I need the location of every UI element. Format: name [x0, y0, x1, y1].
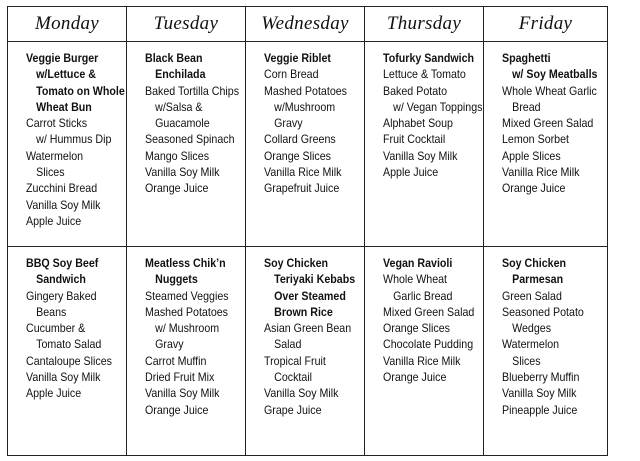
menu-item-line: Vanilla Soy Milk — [383, 149, 458, 163]
menu-entree-line: Teriyaki Kebabs — [274, 273, 356, 287]
menu-item-line: Gingery Baked — [26, 289, 97, 303]
menu-item-line: Grapefruit Juice — [264, 182, 340, 196]
menu-item-line: Tomato Salad — [36, 338, 102, 352]
menu-item-line: Apple Juice — [383, 166, 439, 180]
menu-item-line: Pineapple Juice — [502, 403, 578, 417]
menu-item-line: Asian Green Bean — [264, 322, 352, 336]
menu-item-line: w/Salsa & — [155, 100, 203, 114]
menu-entree-line: Veggie Burger — [26, 52, 99, 65]
menu-cell-week1-friday — [484, 42, 608, 247]
menu-cell-week2-wednesday — [246, 247, 365, 456]
menu-entree-line: w/ Soy Meatballs — [512, 68, 598, 82]
day-header-tuesday: Tuesday — [127, 7, 246, 42]
menu-cell-week1-thursday — [365, 42, 484, 247]
day-header-monday: Monday — [8, 7, 127, 42]
menu-item-line: Orange Juice — [145, 403, 209, 417]
menu-entree-line: Tomato on Whole — [36, 84, 125, 98]
menu-item-line: Carrot Muffin — [145, 354, 207, 368]
menu-item-line: Mixed Green Salad — [383, 305, 475, 319]
menu-entree-line: Tofurky Sandwich — [383, 52, 475, 65]
menu-entree-line: BBQ Soy Beef — [26, 257, 99, 270]
menu-item-line: Orange Juice — [502, 182, 566, 196]
menu-entree-line: Sandwich — [36, 273, 86, 287]
menu-item-line: Vanilla Soy Milk — [26, 198, 101, 212]
menu-item-line: Mashed Potatoes — [264, 84, 348, 98]
menu-item-line: Baked Tortilla Chips — [145, 84, 240, 98]
menu-item-line: Orange Juice — [383, 371, 447, 385]
menu-item-line: Mixed Green Salad — [502, 117, 594, 131]
menu-item-line: Whole Wheat Garlic — [502, 84, 597, 98]
menu-item-line: Vanilla Soy Milk — [502, 387, 577, 401]
menu-entree-line: Parmesan — [512, 273, 564, 287]
menu-item-line: Cantaloupe Slices — [26, 354, 112, 368]
menu-item-line: Salad — [274, 338, 302, 352]
menu-item-line: Green Salad — [502, 289, 562, 303]
menu-item-line: Watermelon — [26, 149, 84, 163]
menu-cell-week2-tuesday — [127, 247, 246, 456]
week-1-row — [8, 42, 608, 247]
menu-entree-line: Nuggets — [155, 273, 198, 287]
day-header-wednesday: Wednesday — [246, 7, 365, 42]
menu-item-line: Fruit Cocktail — [383, 133, 446, 147]
menu-item-line: Alphabet Soup — [383, 117, 453, 131]
menu-item-line: Watermelon — [502, 338, 560, 352]
menu-item-line: Carrot Sticks — [26, 117, 88, 131]
menu-item-line: Vanilla Rice Milk — [502, 166, 580, 180]
menu-entree-line: Vegan Ravioli — [383, 257, 453, 270]
menu-entree-line: Wheat Bun — [36, 100, 92, 114]
menu-item-line: Orange Slices — [383, 322, 451, 336]
day-header-thursday: Thursday — [365, 7, 484, 42]
menu-item-line: Vanilla Soy Milk — [145, 387, 220, 401]
day-header-row — [8, 7, 608, 42]
menu-item-line: Gravy — [274, 117, 303, 131]
menu-item-line: Mango Slices — [145, 149, 210, 163]
menu-item-line: Seasoned Potato — [502, 305, 584, 319]
menu-item-line: Apple Slices — [502, 149, 561, 163]
menu-item-line: Orange Slices — [264, 149, 332, 163]
menu-cell-week2-thursday — [365, 247, 484, 456]
menu-entree-line: Veggie Riblet — [264, 52, 331, 65]
menu-entree-line: Over Steamed — [274, 289, 346, 303]
menu-item-line: Vanilla Soy Milk — [145, 166, 220, 180]
menu-item-line: w/Mushroom — [274, 100, 336, 114]
menu-item-line: Garlic Bread — [393, 289, 453, 303]
menu-item-line: Baked Potato — [383, 84, 448, 98]
menu-cell-week1-wednesday — [246, 42, 365, 247]
menu-item-line: Lemon Sorbet — [502, 133, 570, 147]
menu-entree-line: Brown Rice — [274, 305, 333, 319]
menu-item-line: Corn Bread — [264, 68, 319, 82]
menu-item-line: Orange Juice — [145, 182, 209, 196]
menu-item-line: w/ Hummus Dip — [36, 133, 112, 147]
menu-entree-line: Spaghetti — [502, 52, 551, 65]
menu-item-line: Steamed Veggies — [145, 289, 229, 303]
menu-cell-week2-friday — [484, 247, 608, 456]
menu-item-line: Slices — [512, 354, 541, 368]
menu-entree-line: Meatless Chik’n — [145, 257, 226, 270]
menu-item-line: Bread — [512, 100, 541, 114]
menu-item-line: Dried Fruit Mix — [145, 371, 215, 385]
menu-item-line: Vanilla Soy Milk — [26, 371, 101, 385]
menu-cell-week2-monday — [8, 247, 127, 456]
menu-item-line: Wedges — [512, 322, 552, 336]
menu-cell-week1-monday — [8, 42, 127, 247]
menu-item-line: Vanilla Rice Milk — [264, 166, 342, 180]
menu-cell-week1-tuesday — [127, 42, 246, 247]
menu-item-line: Blueberry Muffin — [502, 371, 580, 385]
menu-item-line: Collard Greens — [264, 133, 336, 147]
weekly-menu-table — [7, 6, 608, 456]
week-2-row — [8, 247, 608, 456]
menu-item-line: w/ Vegan Toppings — [393, 100, 483, 114]
menu-item-line: Apple Juice — [26, 214, 82, 228]
menu-item-line: Gravy — [155, 338, 184, 352]
menu-item-line: Chocolate Pudding — [383, 338, 474, 352]
menu-item-line: Beans — [36, 305, 67, 319]
menu-item-line: Grape Juice — [264, 403, 322, 417]
menu-item-line: Apple Juice — [26, 387, 82, 401]
menu-item-line: w/ Mushroom — [155, 322, 220, 336]
menu-item-line: Cocktail — [274, 371, 313, 385]
menu-entree-line: Enchilada — [155, 68, 206, 82]
menu-entree-line: Soy Chicken — [502, 257, 567, 270]
menu-item-line: Vanilla Soy Milk — [264, 387, 339, 401]
menu-item-line: Cucumber & — [26, 322, 86, 336]
menu-item-line: Lettuce & Tomato — [383, 68, 466, 82]
menu-item-line: Tropical Fruit — [264, 354, 326, 368]
menu-item-line: Zucchini Bread — [26, 182, 98, 196]
menu-item-line: Mashed Potatoes — [145, 305, 229, 319]
menu-item-line: Guacamole — [155, 117, 210, 131]
menu-item-line: Whole Wheat — [383, 273, 448, 287]
menu-entree-line: w/Lettuce & — [36, 68, 96, 82]
menu-entree-line: Black Bean — [145, 52, 203, 65]
day-header-friday: Friday — [484, 7, 608, 42]
menu-entree-line: Soy Chicken — [264, 257, 329, 270]
menu-item-line: Seasoned Spinach — [145, 133, 235, 147]
menu-item-line: Vanilla Rice Milk — [383, 354, 461, 368]
menu-item-line: Slices — [36, 166, 65, 180]
